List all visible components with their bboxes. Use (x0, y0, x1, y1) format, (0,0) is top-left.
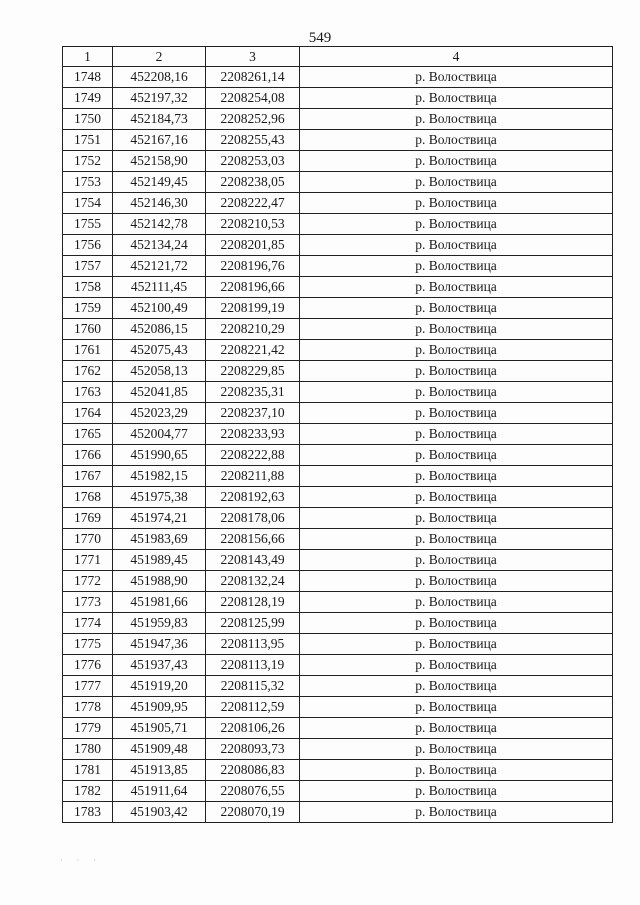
cell-x: 451959,83 (113, 613, 206, 634)
cell-x: 452158,90 (113, 151, 206, 172)
coordinates-table (62, 46, 613, 823)
cell-x: 452075,43 (113, 340, 206, 361)
cell-y: 2208210,53 (206, 214, 300, 235)
cell-point-number: 1783 (63, 802, 113, 823)
header-cell-y: 3 (206, 47, 300, 67)
cell-description: р. Волоствица (300, 634, 613, 655)
table-row (63, 193, 613, 214)
cell-point-number: 1748 (63, 67, 113, 88)
table-row (63, 214, 613, 235)
cell-y: 2208222,47 (206, 193, 300, 214)
cell-x: 451911,64 (113, 781, 206, 802)
cell-x: 451981,66 (113, 592, 206, 613)
cell-point-number: 1772 (63, 571, 113, 592)
cell-x: 451909,95 (113, 697, 206, 718)
cell-y: 2208254,08 (206, 88, 300, 109)
cell-x: 452004,77 (113, 424, 206, 445)
cell-x: 451913,85 (113, 760, 206, 781)
cell-x: 452086,15 (113, 319, 206, 340)
table-row (63, 634, 613, 655)
cell-description: р. Волоствица (300, 739, 613, 760)
cell-point-number: 1750 (63, 109, 113, 130)
table-row (63, 550, 613, 571)
cell-point-number: 1768 (63, 487, 113, 508)
cell-y: 2208128,19 (206, 592, 300, 613)
cell-x: 452167,16 (113, 130, 206, 151)
cell-x: 451990,65 (113, 445, 206, 466)
table-row (63, 571, 613, 592)
cell-point-number: 1754 (63, 193, 113, 214)
cell-description: р. Волоствица (300, 340, 613, 361)
cell-description: р. Волоствица (300, 550, 613, 571)
cell-x: 452142,78 (113, 214, 206, 235)
cell-y: 2208076,55 (206, 781, 300, 802)
cell-point-number: 1778 (63, 697, 113, 718)
cell-x: 452184,73 (113, 109, 206, 130)
cell-x: 451905,71 (113, 718, 206, 739)
cell-point-number: 1781 (63, 760, 113, 781)
table-row (63, 592, 613, 613)
cell-y: 2208115,32 (206, 676, 300, 697)
cell-description: р. Волоствица (300, 445, 613, 466)
cell-description: р. Волоствица (300, 718, 613, 739)
cell-description: р. Волоствица (300, 760, 613, 781)
cell-y: 2208106,26 (206, 718, 300, 739)
cell-point-number: 1775 (63, 634, 113, 655)
table-row (63, 613, 613, 634)
cell-x: 451947,36 (113, 634, 206, 655)
cell-y: 2208229,85 (206, 361, 300, 382)
cell-description: р. Волоствица (300, 151, 613, 172)
table-row (63, 67, 613, 88)
table-row (63, 382, 613, 403)
cell-x: 451919,20 (113, 676, 206, 697)
cell-y: 2208112,59 (206, 697, 300, 718)
cell-x: 452208,16 (113, 67, 206, 88)
cell-description: р. Волоствица (300, 193, 613, 214)
table-row (63, 298, 613, 319)
cell-y: 2208201,85 (206, 235, 300, 256)
cell-description: р. Волоствица (300, 109, 613, 130)
cell-description: р. Волоствица (300, 655, 613, 676)
cell-description: р. Волоствица (300, 424, 613, 445)
table-row (63, 319, 613, 340)
cell-point-number: 1749 (63, 88, 113, 109)
cell-x: 451903,42 (113, 802, 206, 823)
cell-description: р. Волоствица (300, 319, 613, 340)
cell-y: 2208086,83 (206, 760, 300, 781)
cell-description: р. Волоствица (300, 676, 613, 697)
cell-description: р. Волоствица (300, 298, 613, 319)
cell-description: р. Волоствица (300, 466, 613, 487)
cell-y: 2208211,88 (206, 466, 300, 487)
cell-description: р. Волоствица (300, 592, 613, 613)
cell-y: 2208192,63 (206, 487, 300, 508)
cell-point-number: 1780 (63, 739, 113, 760)
cell-y: 2208199,19 (206, 298, 300, 319)
cell-description: р. Волоствица (300, 781, 613, 802)
cell-description: р. Волоствица (300, 277, 613, 298)
cell-y: 2208156,66 (206, 529, 300, 550)
cell-y: 2208233,93 (206, 424, 300, 445)
table-row (63, 235, 613, 256)
cell-x: 451989,45 (113, 550, 206, 571)
table-row (63, 445, 613, 466)
table-body (63, 67, 613, 823)
cell-x: 452197,32 (113, 88, 206, 109)
cell-description: р. Волоствица (300, 361, 613, 382)
cell-y: 2208125,99 (206, 613, 300, 634)
cell-x: 452134,24 (113, 235, 206, 256)
cell-point-number: 1767 (63, 466, 113, 487)
cell-y: 2208143,49 (206, 550, 300, 571)
cell-description: р. Волоствица (300, 214, 613, 235)
header-cell-point-number: 1 (63, 47, 113, 67)
cell-y: 2208252,96 (206, 109, 300, 130)
cell-x: 451937,43 (113, 655, 206, 676)
table-row (63, 760, 613, 781)
cell-point-number: 1751 (63, 130, 113, 151)
table-row (63, 88, 613, 109)
cell-y: 2208221,42 (206, 340, 300, 361)
table-row (63, 109, 613, 130)
cell-description: р. Волоствица (300, 571, 613, 592)
cell-point-number: 1764 (63, 403, 113, 424)
table-row (63, 508, 613, 529)
cell-point-number: 1765 (63, 424, 113, 445)
cell-point-number: 1760 (63, 319, 113, 340)
cell-point-number: 1762 (63, 361, 113, 382)
cell-y: 2208113,95 (206, 634, 300, 655)
cell-x: 451982,15 (113, 466, 206, 487)
cell-y: 2208132,24 (206, 571, 300, 592)
cell-x: 452111,45 (113, 277, 206, 298)
cell-y: 2208070,19 (206, 802, 300, 823)
cell-x: 452100,49 (113, 298, 206, 319)
cell-point-number: 1769 (63, 508, 113, 529)
table-row (63, 802, 613, 823)
cell-description: р. Волоствица (300, 613, 613, 634)
cell-description: р. Волоствица (300, 508, 613, 529)
cell-y: 2208255,43 (206, 130, 300, 151)
cell-point-number: 1755 (63, 214, 113, 235)
cell-y: 2208235,31 (206, 382, 300, 403)
cell-description: р. Волоствица (300, 403, 613, 424)
table-row (63, 529, 613, 550)
table-row (63, 340, 613, 361)
table-row (63, 697, 613, 718)
cell-point-number: 1753 (63, 172, 113, 193)
table-header (63, 47, 613, 67)
cell-point-number: 1777 (63, 676, 113, 697)
cell-x: 452146,30 (113, 193, 206, 214)
page-number: 549 (308, 30, 332, 46)
cell-point-number: 1779 (63, 718, 113, 739)
table-row (63, 403, 613, 424)
header-cell-x: 2 (113, 47, 206, 67)
table-row (63, 172, 613, 193)
cell-description: р. Волоствица (300, 802, 613, 823)
cell-point-number: 1782 (63, 781, 113, 802)
cell-y: 2208178,06 (206, 508, 300, 529)
cell-description: р. Волоствица (300, 529, 613, 550)
cell-x: 452149,45 (113, 172, 206, 193)
cell-point-number: 1758 (63, 277, 113, 298)
cell-point-number: 1776 (63, 655, 113, 676)
cell-description: р. Волоствица (300, 67, 613, 88)
cell-description: р. Волоствица (300, 130, 613, 151)
header-row (63, 47, 613, 67)
cell-point-number: 1759 (63, 298, 113, 319)
cell-description: р. Волоствица (300, 487, 613, 508)
cell-y: 2208196,66 (206, 277, 300, 298)
cell-point-number: 1771 (63, 550, 113, 571)
cell-description: р. Волоствица (300, 256, 613, 277)
cell-x: 451909,48 (113, 739, 206, 760)
cell-point-number: 1766 (63, 445, 113, 466)
cell-description: р. Волоствица (300, 697, 613, 718)
table-row (63, 466, 613, 487)
header-cell-description: 4 (300, 47, 613, 67)
scan-artifact: · · · (60, 856, 102, 865)
cell-y: 2208253,03 (206, 151, 300, 172)
cell-y: 2208238,05 (206, 172, 300, 193)
cell-point-number: 1761 (63, 340, 113, 361)
cell-y: 2208222,88 (206, 445, 300, 466)
table-row (63, 781, 613, 802)
cell-y: 2208210,29 (206, 319, 300, 340)
table-row (63, 655, 613, 676)
table-row (63, 361, 613, 382)
cell-description: р. Волоствица (300, 172, 613, 193)
cell-point-number: 1773 (63, 592, 113, 613)
cell-y: 2208237,10 (206, 403, 300, 424)
table-row (63, 676, 613, 697)
cell-x: 452121,72 (113, 256, 206, 277)
table-row (63, 718, 613, 739)
table-row (63, 151, 613, 172)
cell-x: 451975,38 (113, 487, 206, 508)
cell-x: 451988,90 (113, 571, 206, 592)
table-row (63, 256, 613, 277)
cell-x: 452058,13 (113, 361, 206, 382)
table-row (63, 277, 613, 298)
cell-y: 2208113,19 (206, 655, 300, 676)
table-row (63, 487, 613, 508)
cell-description: р. Волоствица (300, 382, 613, 403)
cell-description: р. Волоствица (300, 235, 613, 256)
cell-x: 452023,29 (113, 403, 206, 424)
cell-x: 451974,21 (113, 508, 206, 529)
cell-y: 2208093,73 (206, 739, 300, 760)
table-row (63, 130, 613, 151)
cell-point-number: 1774 (63, 613, 113, 634)
cell-point-number: 1770 (63, 529, 113, 550)
cell-point-number: 1757 (63, 256, 113, 277)
cell-y: 2208196,76 (206, 256, 300, 277)
table-row (63, 739, 613, 760)
cell-point-number: 1756 (63, 235, 113, 256)
table-row (63, 424, 613, 445)
cell-description: р. Волоствица (300, 88, 613, 109)
cell-x: 452041,85 (113, 382, 206, 403)
cell-point-number: 1752 (63, 151, 113, 172)
cell-point-number: 1763 (63, 382, 113, 403)
cell-x: 451983,69 (113, 529, 206, 550)
cell-y: 2208261,14 (206, 67, 300, 88)
